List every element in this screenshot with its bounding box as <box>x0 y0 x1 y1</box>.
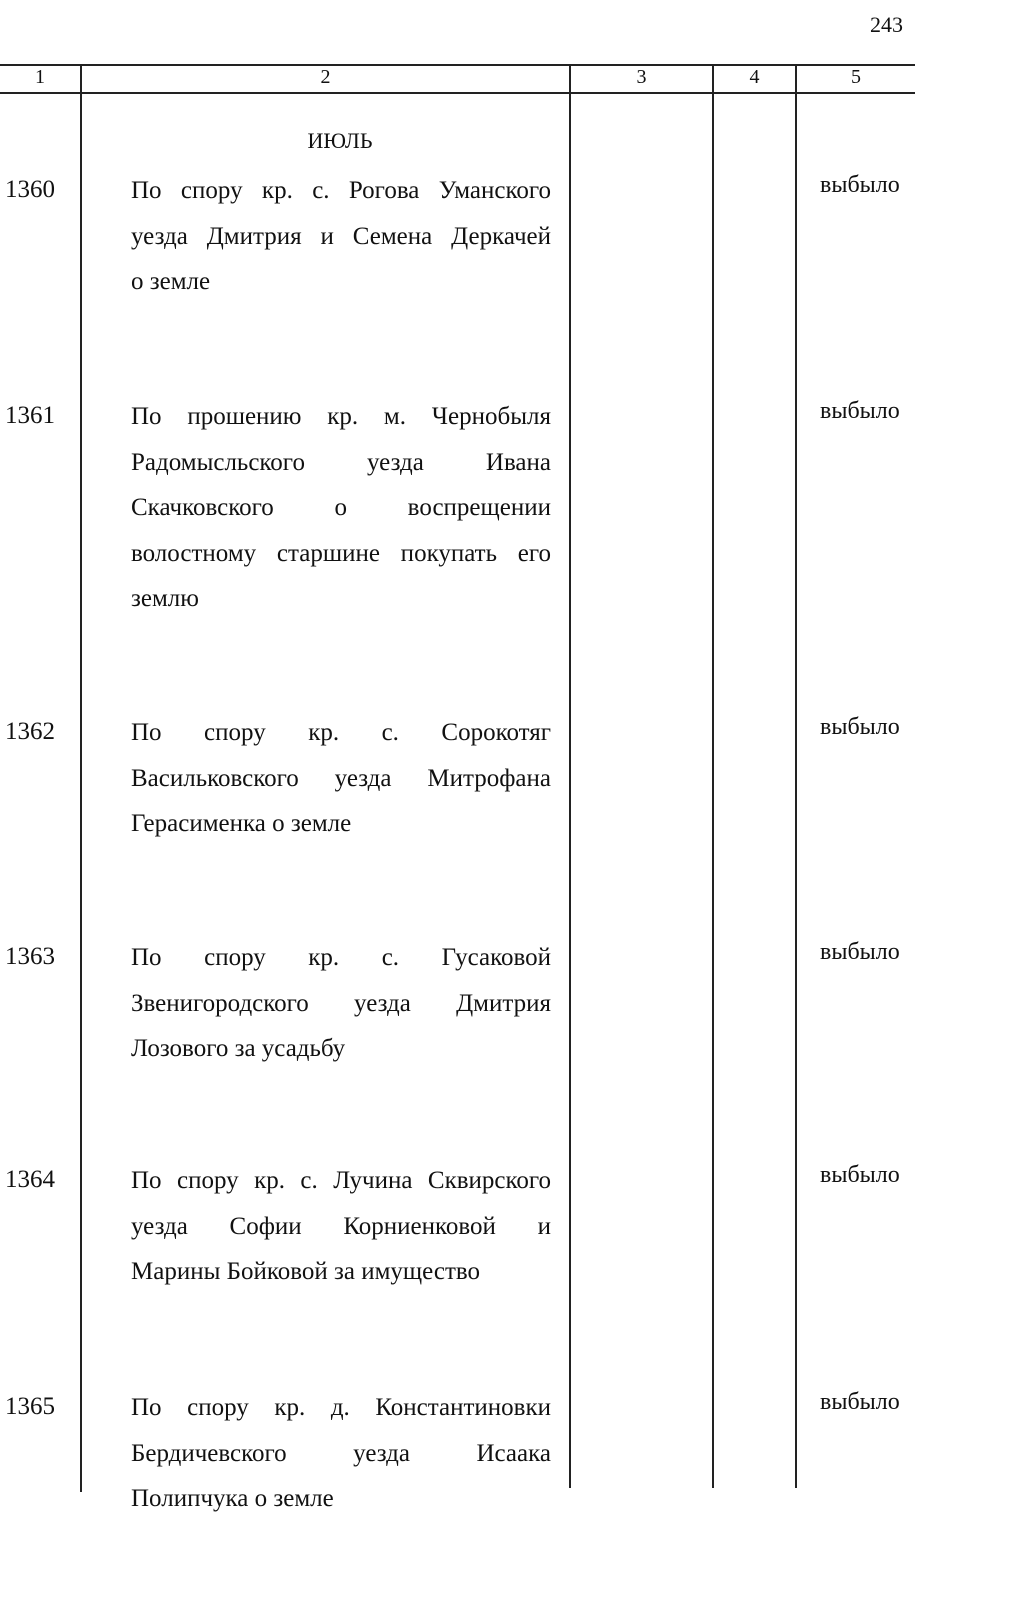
description-line: землю <box>131 585 199 612</box>
description-line: По спору кр. с. Рогова Уманского <box>131 177 551 204</box>
entry-status: выбыло <box>820 398 900 424</box>
column-divider <box>80 64 82 1492</box>
description-line: Звенигородского уезда Дмитрия <box>131 989 551 1017</box>
description-line: По прошению кр. м. Чернобыля <box>131 403 551 430</box>
description-line: Лозового за усадьбу <box>131 1035 346 1062</box>
entry-number: 1360 <box>5 176 55 203</box>
entry-description <box>131 176 551 313</box>
description-line: Скачковского о воспрещении <box>131 494 551 521</box>
entry-number: 1362 <box>5 718 55 745</box>
column-header-3: 3 <box>636 66 647 88</box>
column-divider <box>712 64 714 1488</box>
description-line: Герасименка о земле <box>131 810 352 837</box>
page-number: 243 <box>870 12 903 37</box>
entry-description <box>131 402 551 630</box>
entry-status: выбыло <box>820 1162 900 1188</box>
description-line: По спору кр. с. Лучина Сквирского <box>131 1167 551 1194</box>
description-line: По спору кр. с. Сорокотяг <box>131 719 551 746</box>
entry-description <box>131 1166 551 1303</box>
description-line: уезда Дмитрия и Семена Деркачей <box>131 222 551 250</box>
description-line: волостному старшине покупать его <box>131 539 551 567</box>
description-line: о земле <box>131 268 211 295</box>
column-header-1: 1 <box>35 66 45 88</box>
entry-status: выбыло <box>820 1389 900 1415</box>
header-bottom-rule <box>0 92 915 94</box>
entry-number: 1363 <box>5 943 55 970</box>
description-line: Марины Бойковой за имущество <box>131 1258 481 1285</box>
entry-status: выбыло <box>820 172 900 198</box>
entry-description <box>131 718 551 855</box>
entry-description <box>131 943 551 1080</box>
column-header-2: 2 <box>320 66 331 88</box>
column-divider <box>795 64 797 1488</box>
column-header-4: 4 <box>749 66 760 88</box>
column-header-5: 5 <box>851 66 861 88</box>
description-line: По спору кр. д. Константиновки <box>131 1394 551 1421</box>
entry-status: выбыло <box>820 939 900 965</box>
description-line: Радомысльского уезда Ивана <box>131 448 551 476</box>
description-line: Бердичевского уезда Исаака <box>131 1439 551 1467</box>
description-line: По спору кр. с. Гусаковой <box>131 944 551 971</box>
entry-description <box>131 1393 551 1530</box>
description-line: уезда Софии Корниенковой и <box>131 1212 551 1240</box>
month-heading: ИЮЛЬ <box>307 128 373 153</box>
description-line: Васильковского уезда Митрофана <box>131 764 551 792</box>
entry-number: 1365 <box>5 1393 55 1420</box>
description-line: Полипчука о земле <box>131 1485 334 1512</box>
entry-number: 1361 <box>5 402 55 429</box>
column-divider <box>569 64 571 1488</box>
entry-status: выбыло <box>820 714 900 740</box>
entry-number: 1364 <box>5 1166 55 1193</box>
